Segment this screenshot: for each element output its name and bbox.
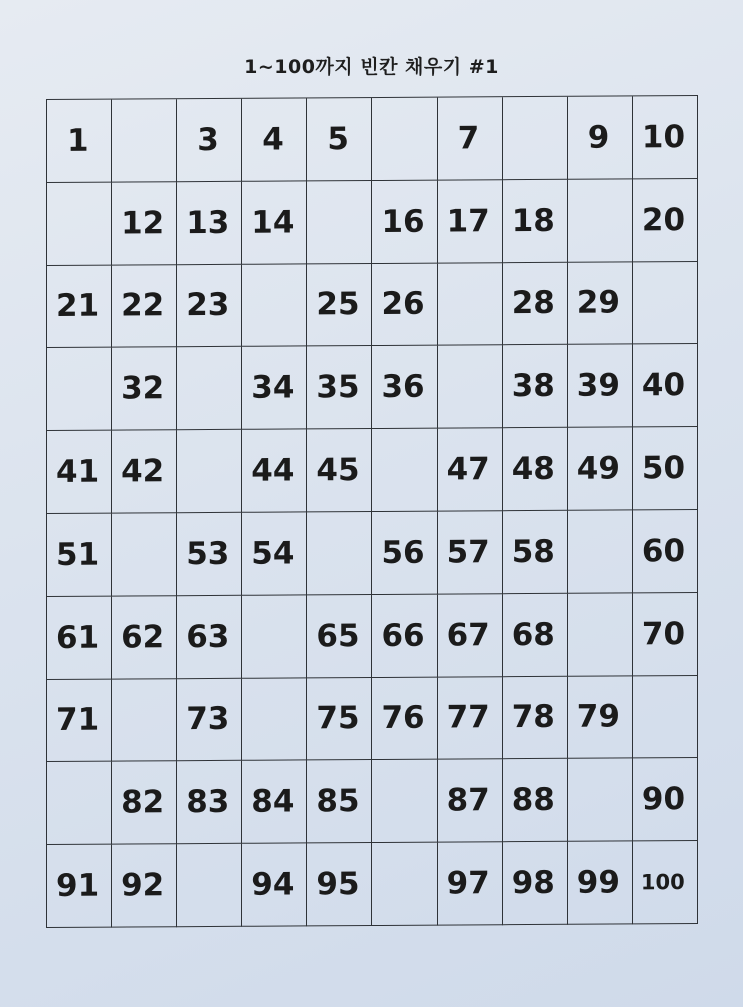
number-cell: 99: [568, 842, 633, 925]
number-cell: 3: [177, 99, 242, 182]
number-cell: 62: [112, 596, 177, 679]
number-cell: 29: [568, 262, 633, 345]
blank-cell: [307, 181, 372, 264]
number-cell: 12: [112, 182, 177, 265]
number-cell: 22: [112, 265, 177, 348]
number-cell: 42: [112, 430, 177, 513]
number-cell: 77: [438, 677, 503, 760]
number-cell: 73: [177, 678, 242, 761]
number-cell: 63: [177, 596, 242, 679]
number-cell: 79: [568, 676, 633, 759]
number-cell: 54: [242, 512, 307, 595]
number-cell: 76: [372, 677, 437, 760]
number-grid: [46, 95, 698, 928]
blank-cell: [112, 513, 177, 596]
worksheet-title: 1~100까지 빈칸 채우기 #1: [244, 56, 499, 78]
number-cell: 23: [177, 264, 242, 347]
number-cell: 45: [307, 429, 372, 512]
number-cell: 1: [47, 100, 112, 183]
blank-cell: [242, 264, 307, 347]
number-cell: 32: [112, 348, 177, 431]
number-cell: 7: [438, 97, 503, 180]
number-cell: 16: [372, 180, 437, 263]
number-cell: 26: [372, 263, 437, 346]
number-cell: 38: [503, 345, 568, 428]
blank-cell: [242, 595, 307, 678]
blank-cell: [503, 97, 568, 180]
number-cell: 61: [47, 596, 112, 679]
blank-cell: [47, 182, 112, 265]
blank-cell: [633, 676, 698, 759]
number-cell: 44: [242, 430, 307, 513]
number-cell: 25: [307, 264, 372, 347]
number-cell: 48: [503, 428, 568, 511]
number-cell: 67: [438, 594, 503, 677]
number-cell: 78: [503, 676, 568, 759]
blank-cell: [372, 98, 437, 181]
number-cell: 68: [503, 594, 568, 677]
number-cell: 13: [177, 182, 242, 265]
number-cell: 91: [47, 845, 112, 928]
number-cell: 84: [242, 761, 307, 844]
blank-cell: [633, 262, 698, 345]
number-cell: 98: [503, 842, 568, 925]
number-cell: 28: [503, 262, 568, 345]
number-cell: 36: [372, 346, 437, 429]
number-cell: 53: [177, 513, 242, 596]
blank-cell: [568, 510, 633, 593]
number-cell: 40: [633, 344, 698, 427]
number-cell: 58: [503, 511, 568, 594]
number-cell: 83: [177, 761, 242, 844]
blank-cell: [438, 346, 503, 429]
blank-cell: [568, 593, 633, 676]
number-cell: 87: [438, 760, 503, 843]
number-cell: 35: [307, 346, 372, 429]
number-cell: 50: [633, 427, 698, 510]
blank-cell: [568, 759, 633, 842]
blank-cell: [112, 99, 177, 182]
number-cell: 39: [568, 345, 633, 428]
blank-cell: [177, 430, 242, 513]
number-cell: 41: [47, 431, 112, 514]
number-cell: 47: [438, 428, 503, 511]
blank-cell: [307, 512, 372, 595]
number-cell: 60: [633, 510, 698, 593]
number-cell: 57: [438, 511, 503, 594]
number-cell: 70: [633, 593, 698, 676]
number-cell: 56: [372, 512, 437, 595]
number-cell: 10: [633, 96, 698, 179]
number-cell: 51: [47, 514, 112, 597]
number-cell: 100: [633, 841, 698, 924]
number-cell: 66: [372, 594, 437, 677]
number-cell: 65: [307, 595, 372, 678]
blank-cell: [177, 844, 242, 927]
number-cell: 18: [503, 180, 568, 263]
number-cell: 92: [112, 844, 177, 927]
number-cell: 75: [307, 678, 372, 761]
number-cell: 85: [307, 760, 372, 843]
number-cell: 20: [633, 179, 698, 262]
number-cell: 49: [568, 428, 633, 511]
number-cell: 90: [633, 758, 698, 841]
number-cell: 14: [242, 181, 307, 264]
number-cell: 88: [503, 759, 568, 842]
number-cell: 5: [307, 98, 372, 181]
number-cell: 34: [242, 347, 307, 430]
blank-cell: [47, 348, 112, 431]
number-cell: 97: [438, 842, 503, 925]
blank-cell: [242, 678, 307, 761]
blank-cell: [112, 679, 177, 762]
blank-cell: [47, 762, 112, 845]
number-cell: 9: [568, 96, 633, 179]
number-cell: 17: [438, 180, 503, 263]
number-cell: 82: [112, 762, 177, 845]
blank-cell: [568, 179, 633, 262]
blank-cell: [372, 843, 437, 926]
number-cell: 4: [242, 98, 307, 181]
number-cell: 94: [242, 844, 307, 927]
blank-cell: [372, 429, 437, 512]
number-cell: 95: [307, 843, 372, 926]
blank-cell: [438, 263, 503, 346]
blank-cell: [177, 347, 242, 430]
number-cell: 71: [47, 679, 112, 762]
blank-cell: [372, 760, 437, 843]
number-cell: 21: [47, 265, 112, 348]
